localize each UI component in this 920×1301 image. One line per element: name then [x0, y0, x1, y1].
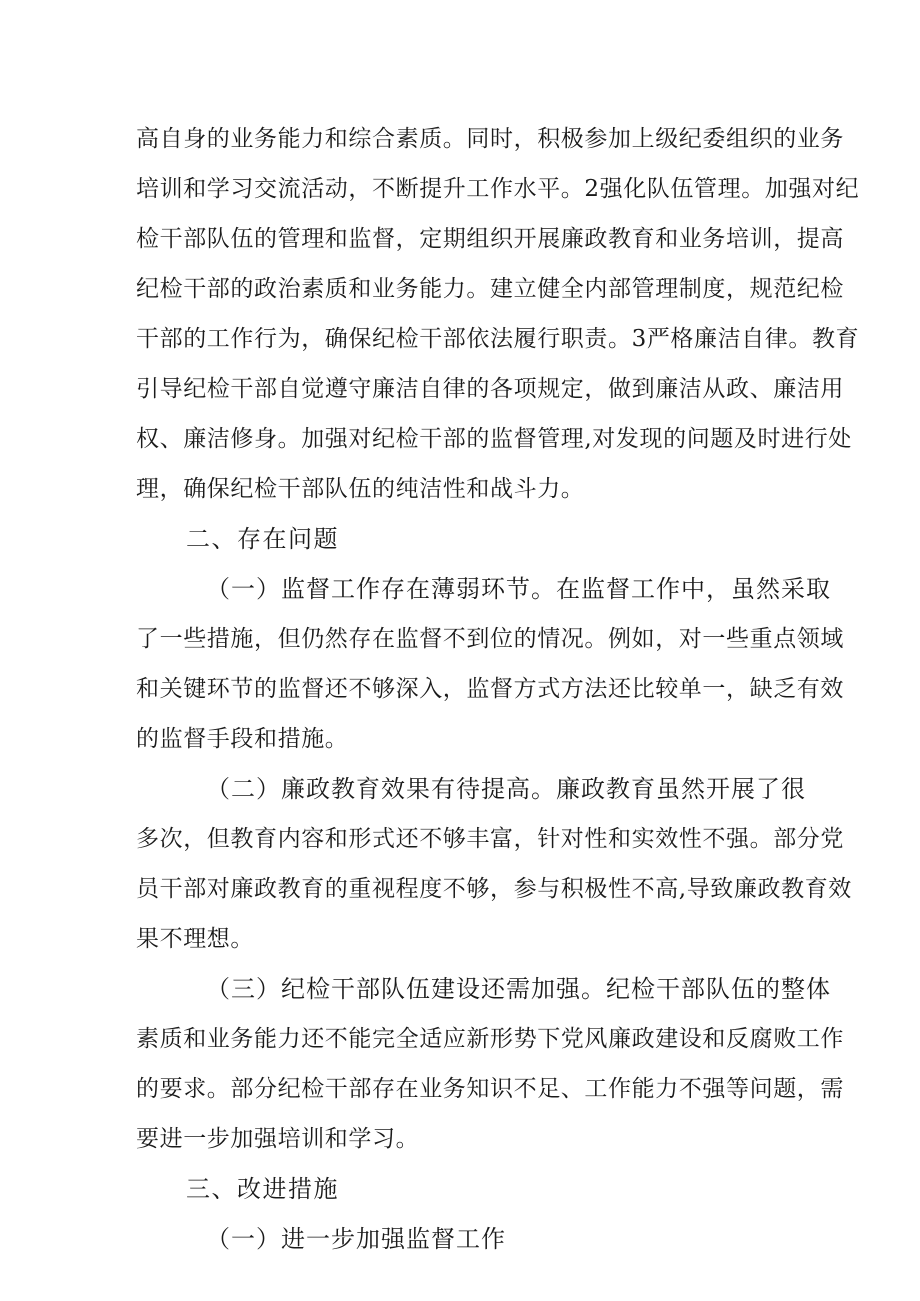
- body-text-line: 高自身的业务能力和综合素质。同时，积极参加上级纪委组织的业务: [136, 126, 844, 152]
- body-text-line: 了一些措施，但仍然存在监督不到位的情况。例如，对一些重点领域: [136, 626, 844, 652]
- body-text-line: 多次，但教育内容和形式还不够丰富，针对性和实效性不强。部分党: [136, 826, 844, 852]
- body-text-line: 素质和业务能力还不能完全适应新形势下党风廉政建设和反腐败工作: [136, 1026, 844, 1052]
- section-heading-problems: 二、存在问题: [186, 525, 339, 553]
- body-text-line: 干部的工作行为，确保纪检干部依法履行职责。3严格廉洁自律。教育: [136, 326, 860, 352]
- body-text-line: 培训和学习交流活动，不断提升工作水平。2强化队伍管理。加强对纪: [136, 176, 860, 202]
- body-text-line: 的监督手段和措施。: [136, 726, 349, 752]
- body-text-line: 的要求。部分纪检干部存在业务知识不足、工作能力不强等问题，需: [136, 1076, 844, 1102]
- body-text-line: （二）廉政教育效果有待提高。廉政教育虽然开展了很: [206, 775, 806, 803]
- body-text-line: 要进一步加强培训和学习。: [136, 1126, 420, 1152]
- body-text-line: 和关键环节的监督还不够深入，监督方式方法还比较单一，缺乏有效: [136, 676, 844, 702]
- body-text-line: 员干部对廉政教育的重视程度不够，参与积极性不高,导致廉政教育效: [136, 876, 852, 902]
- body-text-line: 权、廉洁修身。加强对纪检干部的监督管理,对发现的问题及时进行处: [136, 426, 852, 452]
- body-text-line: 引导纪检干部自觉遵守廉洁自律的各项规定，做到廉洁从政、廉洁用: [136, 376, 844, 402]
- section-heading-improvements: 三、改进措施: [186, 1175, 339, 1203]
- subsection-heading: （一）进一步加强监督工作: [206, 1225, 506, 1253]
- body-text-line: 理，确保纪检干部队伍的纯洁性和战斗力。: [136, 476, 585, 502]
- body-text-line: （一）监督工作存在薄弱环节。在监督工作中，虽然采取: [206, 575, 831, 603]
- body-text-line: 检干部队伍的管理和监督，定期组织开展廉政教育和业务培训，提高: [136, 226, 844, 252]
- body-text-line: 纪检干部的政治素质和业务能力。建立健全内部管理制度，规范纪检: [136, 276, 844, 302]
- body-text-line: （三）纪检干部队伍建设还需加强。纪检干部队伍的整体: [206, 975, 831, 1003]
- body-text-line: 果不理想。: [136, 926, 254, 952]
